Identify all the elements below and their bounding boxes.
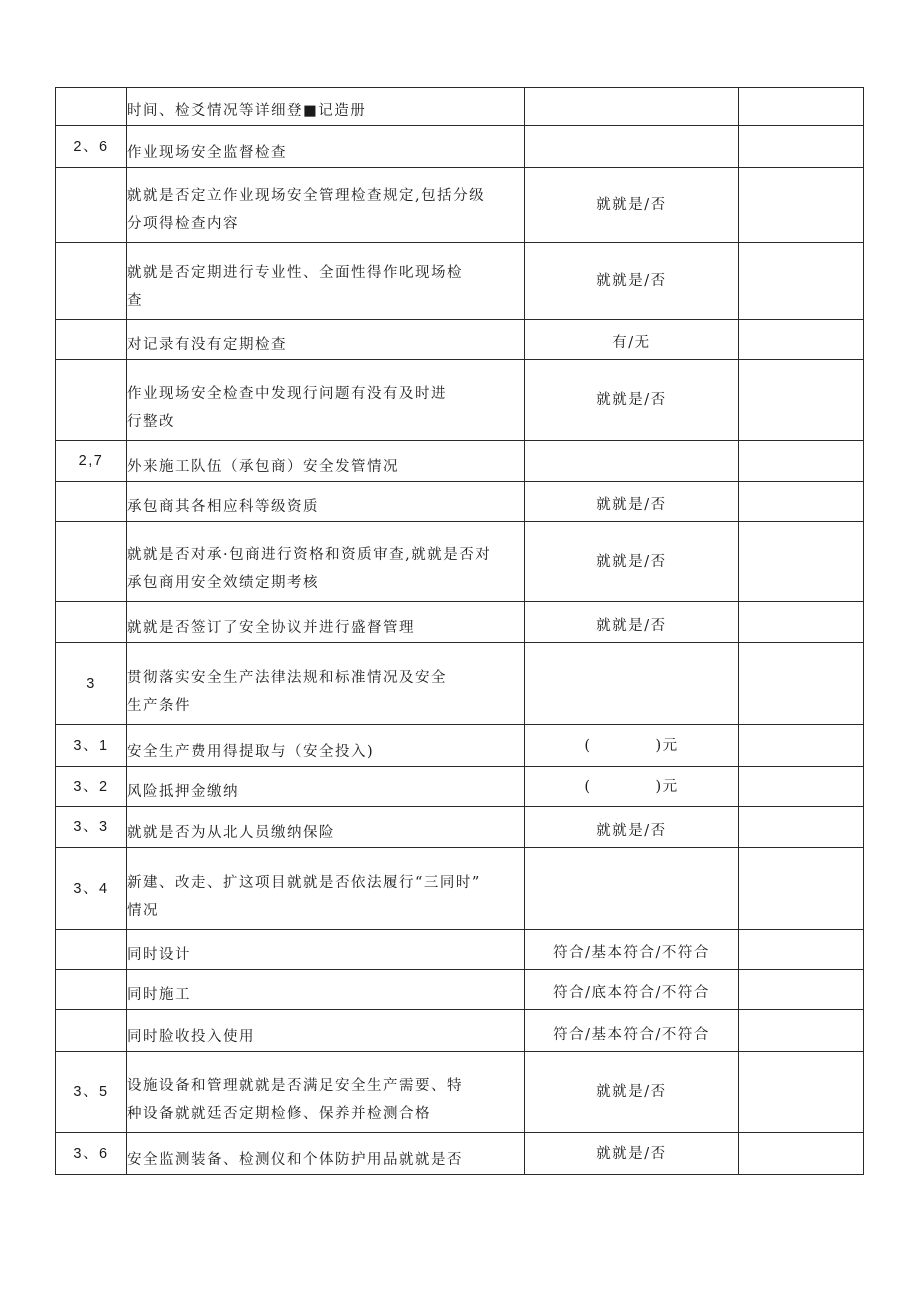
description-line: 分项得检查内容 bbox=[127, 216, 239, 232]
table-row bbox=[56, 602, 864, 643]
description-line: 安全监测装备、检测仪和个体防护用品就就是否 bbox=[127, 1152, 463, 1168]
amount-field: ( )元 bbox=[525, 725, 739, 767]
item-number bbox=[56, 602, 127, 643]
description-line: 生产条件 bbox=[127, 698, 191, 714]
table-row bbox=[56, 168, 864, 243]
result-option bbox=[525, 441, 739, 482]
table-row bbox=[56, 482, 864, 522]
item-number bbox=[56, 970, 127, 1010]
result-option: 符合/基本符合/不符合 bbox=[525, 1010, 739, 1052]
remarks-cell bbox=[739, 725, 864, 767]
remarks-cell bbox=[739, 1010, 864, 1052]
result-option: 就就是/否 bbox=[525, 360, 739, 441]
item-description bbox=[127, 725, 525, 767]
remarks-cell bbox=[739, 243, 864, 320]
remarks-cell bbox=[739, 1133, 864, 1175]
description-line: 种设备就就廷否定期检修、保养并检测合格 bbox=[127, 1106, 431, 1122]
description-line: 对记录有没有定期检查 bbox=[127, 337, 287, 353]
item-description bbox=[127, 360, 525, 441]
result-option bbox=[525, 848, 739, 930]
result-option: 就就是/否 bbox=[525, 243, 739, 320]
description-line: 查 bbox=[127, 293, 143, 309]
result-option: 就就是/否 bbox=[525, 482, 739, 522]
description-line: 时间、检爻情况等详细登■记造册 bbox=[127, 103, 367, 119]
table-row bbox=[56, 441, 864, 482]
remarks-cell bbox=[739, 441, 864, 482]
table-row bbox=[56, 930, 864, 970]
description-line: 就就是否为从北人员缴纳保险 bbox=[127, 825, 335, 841]
inspection-table bbox=[55, 87, 864, 1175]
item-description bbox=[127, 482, 525, 522]
description-line: 作业现场安全检查中发现行问题有没有及时进 bbox=[127, 386, 447, 402]
result-option: 符合/基本符合/不符合 bbox=[525, 930, 739, 970]
result-option: 就就是/否 bbox=[525, 168, 739, 243]
remarks-cell bbox=[739, 126, 864, 168]
item-number: 3、5 bbox=[56, 1052, 127, 1133]
result-option: 符合/底本符合/不符合 bbox=[525, 970, 739, 1010]
item-description bbox=[127, 807, 525, 848]
description-line: 新建、改走、扩这项目就就是否依法履行“三同时” bbox=[127, 875, 481, 891]
item-number: 2、6 bbox=[56, 126, 127, 168]
table-row bbox=[56, 725, 864, 767]
remarks-cell bbox=[739, 970, 864, 1010]
item-description bbox=[127, 522, 525, 602]
remarks-cell bbox=[739, 643, 864, 725]
item-number: 3、2 bbox=[56, 767, 127, 807]
remarks-cell bbox=[739, 320, 864, 360]
remarks-cell bbox=[739, 602, 864, 643]
item-number: 3、4 bbox=[56, 848, 127, 930]
item-number bbox=[56, 522, 127, 602]
table-row bbox=[56, 848, 864, 930]
result-option bbox=[525, 88, 739, 126]
remarks-cell bbox=[739, 930, 864, 970]
remarks-cell bbox=[739, 807, 864, 848]
result-option: 就就是/否 bbox=[525, 1133, 739, 1175]
item-number bbox=[56, 482, 127, 522]
item-description bbox=[127, 602, 525, 643]
description-line: 情况 bbox=[127, 903, 159, 919]
item-description bbox=[127, 126, 525, 168]
description-line: 就就是否定期进行专业性、全面性得作叱现场检 bbox=[127, 265, 463, 281]
item-description bbox=[127, 1133, 525, 1175]
table-row bbox=[56, 1133, 864, 1175]
result-option: 有/无 bbox=[525, 320, 739, 360]
item-number: 2,7 bbox=[56, 441, 127, 482]
table-row bbox=[56, 522, 864, 602]
description-line: 风险抵押金缴纳 bbox=[127, 784, 239, 800]
table-row bbox=[56, 243, 864, 320]
table-row bbox=[56, 643, 864, 725]
description-line: 行整改 bbox=[127, 414, 175, 430]
amount-field: ( )元 bbox=[525, 767, 739, 807]
remarks-cell bbox=[739, 848, 864, 930]
table-row bbox=[56, 767, 864, 807]
item-number: 3 bbox=[56, 643, 127, 725]
table-row bbox=[56, 360, 864, 441]
item-number bbox=[56, 1010, 127, 1052]
description-line: 外来施工队伍（承包商）安全发管情况 bbox=[127, 459, 399, 475]
item-number bbox=[56, 168, 127, 243]
item-description bbox=[127, 168, 525, 243]
item-description bbox=[127, 1010, 525, 1052]
table-row bbox=[56, 807, 864, 848]
result-option: 就就是/否 bbox=[525, 602, 739, 643]
description-line: 承包商其各相应科等级资质 bbox=[127, 499, 319, 515]
item-description bbox=[127, 767, 525, 807]
item-description bbox=[127, 970, 525, 1010]
item-number: 3、1 bbox=[56, 725, 127, 767]
remarks-cell bbox=[739, 1052, 864, 1133]
result-option bbox=[525, 126, 739, 168]
item-number: 3、3 bbox=[56, 807, 127, 848]
description-line: 安全生产费用得提取与（安全投入) bbox=[127, 744, 375, 760]
item-number bbox=[56, 360, 127, 441]
table-row bbox=[56, 88, 864, 126]
description-line: 设施设备和管理就就是否满足安全生产需要、特 bbox=[127, 1078, 463, 1094]
item-number bbox=[56, 88, 127, 126]
item-number: 3、6 bbox=[56, 1133, 127, 1175]
table-row bbox=[56, 1010, 864, 1052]
description-line: 同时施工 bbox=[127, 987, 191, 1003]
description-line: 就就是否对承·包商进行资格和资质审查,就就是否对 bbox=[127, 547, 492, 563]
result-option bbox=[525, 643, 739, 725]
item-description bbox=[127, 930, 525, 970]
description-line: 承包商用安全效绩定期考核 bbox=[127, 575, 319, 591]
item-description bbox=[127, 441, 525, 482]
result-option: 就就是/否 bbox=[525, 1052, 739, 1133]
description-line: 就就是否签订了安全协议并进行盛督管理 bbox=[127, 620, 415, 636]
item-description bbox=[127, 320, 525, 360]
remarks-cell bbox=[739, 168, 864, 243]
table-row bbox=[56, 320, 864, 360]
description-line: 同时设计 bbox=[127, 947, 191, 963]
table-row bbox=[56, 126, 864, 168]
remarks-cell bbox=[739, 360, 864, 441]
remarks-cell bbox=[739, 482, 864, 522]
item-description bbox=[127, 1052, 525, 1133]
description-line: 同时脸收投入使用 bbox=[127, 1029, 255, 1045]
item-description bbox=[127, 848, 525, 930]
remarks-cell bbox=[739, 767, 864, 807]
item-number bbox=[56, 243, 127, 320]
result-option: 就就是/否 bbox=[525, 807, 739, 848]
item-number bbox=[56, 930, 127, 970]
result-option: 就就是/否 bbox=[525, 522, 739, 602]
item-description bbox=[127, 643, 525, 725]
table-row bbox=[56, 1052, 864, 1133]
description-line: 就就是否定立作业现场安全管理检查规定,包括分级 bbox=[127, 188, 486, 204]
item-description bbox=[127, 88, 525, 126]
description-line: 贯彻落实安全生产法律法规和标准情况及安全 bbox=[127, 670, 447, 686]
description-line: 作业现场安全监督检查 bbox=[127, 145, 287, 161]
item-number bbox=[56, 320, 127, 360]
table-row bbox=[56, 970, 864, 1010]
remarks-cell bbox=[739, 88, 864, 126]
item-description bbox=[127, 243, 525, 320]
remarks-cell bbox=[739, 522, 864, 602]
